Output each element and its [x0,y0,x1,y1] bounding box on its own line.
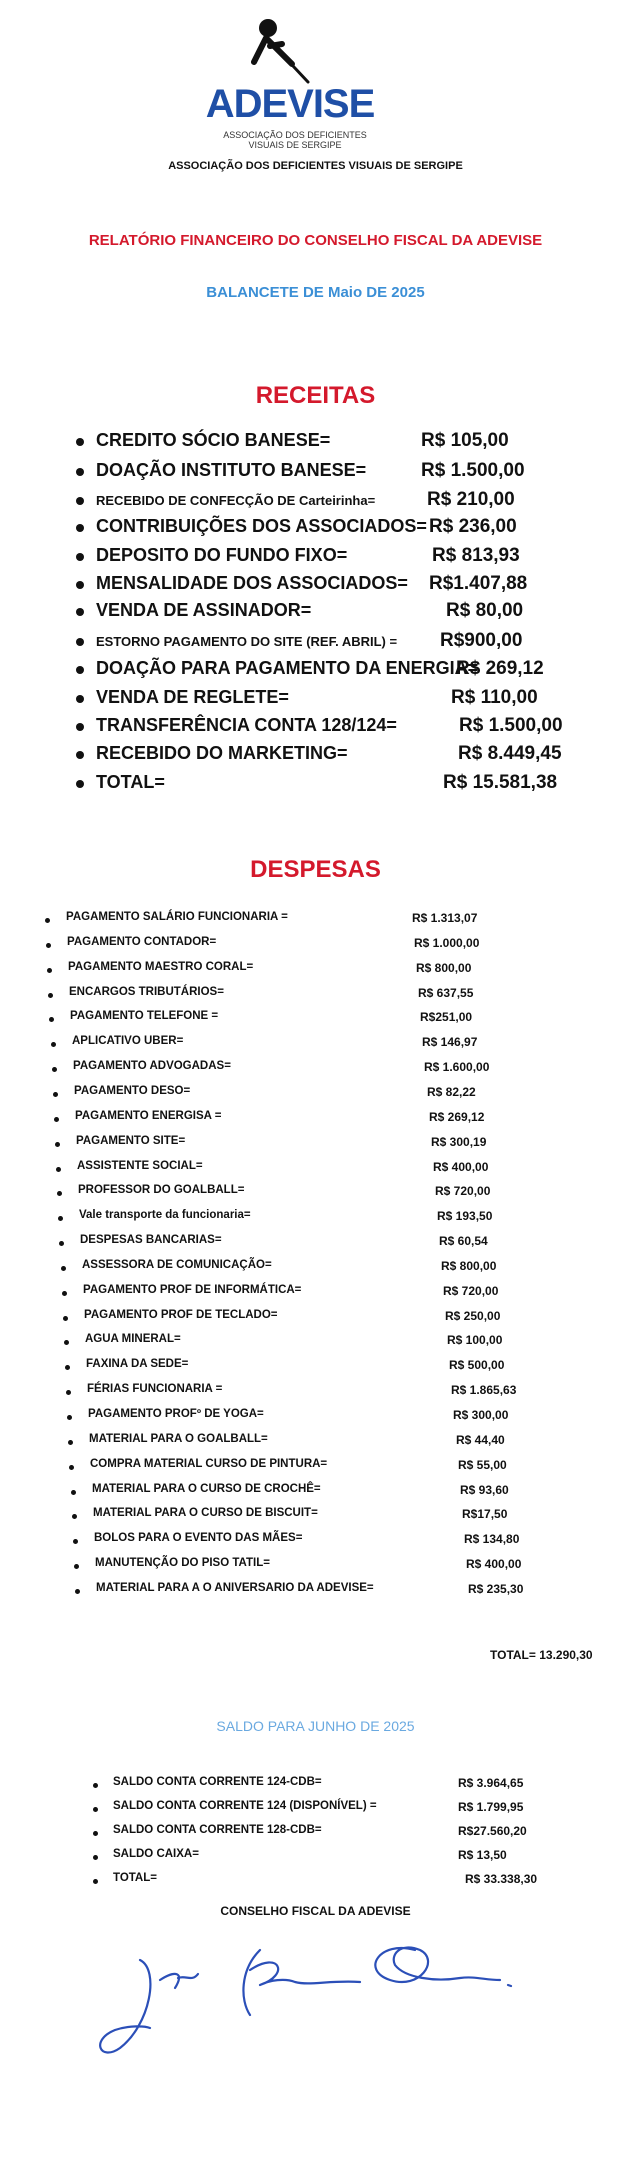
receita-item-label: RECEBIDO DE CONFECÇÃO DE Carteirinha= [96,493,376,508]
despesa-item-label: PAGAMENTO ADVOGADAS= [73,1060,231,1072]
receita-item-value: R$ 8.449,45 [458,743,562,764]
despesa-item-label: PAGAMENTO DESO= [74,1085,191,1097]
bullet-icon [76,524,84,532]
bullet-icon [68,1440,73,1445]
despesa-item-label: PAGAMENTO PROF DE TECLADO= [84,1309,278,1321]
bullet-icon [46,943,51,948]
despesa-item [0,1010,631,1030]
receita-item-label: TOTAL= [96,772,165,792]
despesa-item-label: PAGAMENTO SITE= [76,1135,186,1147]
saldo-item [0,1848,631,1868]
despesa-item-label: ASSESSORA DE COMUNICAÇÃO= [82,1259,272,1271]
logo-subtitle-line1: ASSOCIAÇÃO DOS DEFICIENTES [223,130,367,140]
receita-item-label: VENDA DE ASSINADOR= [96,600,312,620]
despesa-item [0,1259,631,1279]
receita-item-value: R$ 110,00 [451,687,538,708]
despesa-item [0,1209,631,1229]
despesa-item-value: R$ 235,30 [468,1582,524,1596]
despesa-item-label: ASSISTENTE SOCIAL= [77,1160,203,1172]
despesa-item-label: MATERIAL PARA A O ANIVERSARIO DA ADEVISE= [96,1582,374,1594]
adevise-logo-figure-icon [242,16,322,86]
despesa-item [0,1532,631,1552]
receita-item [0,489,631,515]
bullet-icon [75,1589,80,1594]
bullet-icon [51,1042,56,1047]
bullet-icon [71,1490,76,1495]
despesa-item [0,1309,631,1329]
receita-item [0,430,631,456]
bullet-icon [61,1266,66,1271]
receita-item-label: DOAÇÃO PARA PAGAMENTO DA ENERGIA= [96,658,479,678]
despesa-item-value: R$ 1.865,63 [451,1383,517,1397]
saldo-item [0,1800,631,1820]
despesa-item-value: R$251,00 [420,1010,473,1024]
despesa-item [0,986,631,1006]
despesa-item-value: R$ 60,54 [439,1234,488,1248]
despesa-item-value: R$ 637,55 [418,986,474,1000]
despesa-item [0,1234,631,1254]
bullet-icon [65,1365,70,1370]
bullet-icon [93,1831,98,1836]
receita-item-value: R$ 1.500,00 [459,715,563,736]
saldo-item-value: R$ 1.799,95 [458,1800,524,1814]
saldo-item-label: TOTAL= [113,1872,157,1884]
receita-item [0,630,631,656]
receita-item [0,772,631,798]
bullet-icon [54,1117,59,1122]
bullet-icon [56,1167,61,1172]
despesa-item-label: PROFESSOR DO GOALBALL= [78,1184,245,1196]
despesa-item [0,1408,631,1428]
despesa-item-label: PAGAMENTO CONTADOR= [67,936,217,948]
bullet-icon [72,1514,77,1519]
bullet-icon [74,1564,79,1569]
despesa-item [0,1060,631,1080]
despesa-item-value: R$ 400,00 [433,1160,489,1174]
bullet-icon [76,723,84,731]
despesa-item-label: MATERIAL PARA O CURSO DE BISCUIT= [93,1507,318,1519]
report-title: RELATÓRIO FINANCEIRO DO CONSELHO FISCAL DA ADEVISE [88,232,543,249]
bullet-icon [76,695,84,703]
receita-item-value: R$ 269,12 [456,658,544,679]
bullet-icon [48,993,53,998]
receita-item [0,743,631,769]
despesa-item-label: MATERIAL PARA O CURSO DE CROCHÊ= [92,1483,321,1495]
receita-item-value: R$ 80,00 [446,600,524,621]
despesa-item-label: DESPESAS BANCARIAS= [80,1234,222,1246]
bullet-icon [57,1191,62,1196]
despesa-item [0,1383,631,1403]
despesa-item-label: PAGAMENTO SALÁRIO FUNCIONARIA = [66,911,288,923]
receita-item-label: RECEBIDO DO MARKETING= [96,743,348,763]
receita-item-value: R$ 105,00 [421,430,509,451]
despesa-item-value: R$ 300,19 [431,1135,487,1149]
despesa-item [0,1507,631,1527]
saldo-heading: SALDO PARA JUNHO DE 2025 [216,1718,415,1734]
receita-item [0,516,631,542]
signature-caption: CONSELHO FISCAL DA ADEVISE [220,1904,411,1918]
balance-title: BALANCETE DE Maio DE 2025 [206,284,425,301]
saldo-item-value: R$27.560,20 [458,1824,527,1838]
bullet-icon [73,1539,78,1544]
despesa-item-value: R$ 800,00 [416,961,472,975]
despesa-item-value: R$ 500,00 [449,1358,505,1372]
receita-item-value: R$1.407,88 [429,573,528,594]
bullet-icon [52,1067,57,1072]
receita-item-label: VENDA DE REGLETE= [96,687,289,707]
despesa-item-value: R$ 300,00 [453,1408,509,1422]
receita-item [0,545,631,571]
despesa-item-value: R$ 720,00 [435,1184,491,1198]
bullet-icon [76,608,84,616]
despesa-item-label: ENCARGOS TRIBUTÁRIOS= [69,986,224,998]
receita-item [0,687,631,713]
saldo-item-value: R$ 33.338,30 [465,1872,538,1886]
despesa-item-value: R$ 55,00 [458,1458,507,1472]
despesa-item [0,1110,631,1130]
saldo-item-label: SALDO CONTA CORRENTE 128-CDB= [113,1824,322,1836]
despesas-total: TOTAL= 13.290,30 [490,1648,593,1662]
despesa-item [0,1557,631,1577]
receita-item-label: TRANSFERÊNCIA CONTA 128/124= [96,715,397,735]
despesa-item-label: COMPRA MATERIAL CURSO DE PINTURA= [90,1458,328,1470]
bullet-icon [67,1415,72,1420]
despesa-item-value: R$ 146,97 [422,1035,478,1049]
bullet-icon [76,553,84,561]
bullet-icon [55,1142,60,1147]
despesa-item-label: BOLOS PARA O EVENTO DAS MÃES= [94,1532,303,1544]
despesa-item-label: AGUA MINERAL= [85,1333,181,1345]
bullet-icon [76,780,84,788]
despesa-item-value: R$17,50 [462,1507,508,1521]
bullet-icon [76,468,84,476]
bullet-icon [49,1017,54,1022]
despesa-item-value: R$ 100,00 [447,1333,503,1347]
despesa-item [0,1333,631,1353]
saldo-item-value: R$ 3.964,65 [458,1776,524,1790]
logo-subtitle-line2: VISUAIS DE SERGIPE [248,140,342,150]
despesa-item-label: Vale transporte da funcionaria= [79,1209,251,1221]
receita-item [0,658,631,684]
receita-item [0,460,631,486]
despesa-item-value: R$ 134,80 [464,1532,520,1546]
association-name: ASSOCIAÇÃO DOS DEFICIENTES VISUAIS DE SERGIPE [168,160,463,172]
bullet-icon [93,1807,98,1812]
despesa-item-value: R$ 400,00 [466,1557,522,1571]
despesa-item-value: R$ 1.000,00 [414,936,480,950]
despesa-item-label: PAGAMENTO ENERGISA = [75,1110,222,1122]
despesa-item-value: R$ 44,40 [456,1433,505,1447]
despesa-item-label: PAGAMENTO PROF DE INFORMÁTICA= [83,1284,302,1296]
despesa-item-value: R$ 269,12 [429,1110,485,1124]
despesa-item [0,1433,631,1453]
receita-item-value: R$ 210,00 [427,489,515,510]
despesa-item-label: APLICATIVO UBER= [72,1035,184,1047]
despesas-heading: DESPESAS [250,856,381,883]
bullet-icon [93,1855,98,1860]
despesa-item-label: PAGAMENTO TELEFONE = [70,1010,219,1022]
receita-item-value: R$ 1.500,00 [421,460,525,481]
saldo-item-value: R$ 13,50 [458,1848,507,1862]
receita-item-label: CREDITO SÓCIO BANESE= [96,430,331,450]
despesa-item [0,1483,631,1503]
despesa-item [0,1035,631,1055]
bullet-icon [59,1241,64,1246]
receita-item [0,573,631,599]
despesa-item-value: R$ 93,60 [460,1483,509,1497]
despesa-item-value: R$ 800,00 [441,1259,497,1273]
saldo-item [0,1824,631,1844]
receita-item-label: ESTORNO PAGAMENTO DO SITE (REF. ABRIL) = [96,634,398,649]
despesa-item-value: R$ 193,50 [437,1209,493,1223]
receita-item-label: DOAÇÃO INSTITUTO BANESE= [96,460,367,480]
despesa-item-label: FAXINA DA SEDE= [86,1358,189,1370]
receita-item-label: MENSALIDADE DOS ASSOCIADOS= [96,573,408,593]
receita-item-value: R$ 15.581,38 [443,772,558,793]
despesa-item-value: R$ 1.600,00 [424,1060,490,1074]
receita-item [0,715,631,741]
despesa-item [0,1284,631,1304]
bullet-icon [66,1390,71,1395]
despesa-item [0,1582,631,1602]
despesa-item-label: MATERIAL PARA O GOALBALL= [89,1433,268,1445]
despesa-item-value: R$ 250,00 [445,1309,501,1323]
despesa-item-value: R$ 82,22 [427,1085,476,1099]
despesa-item [0,1160,631,1180]
saldo-item [0,1776,631,1796]
handwritten-signature-icon [90,1930,570,2080]
saldo-item-label: SALDO CONTA CORRENTE 124-CDB= [113,1776,322,1788]
bullet-icon [76,666,84,674]
receita-item-value: R$ 236,00 [429,516,517,537]
receita-item-label: DEPOSITO DO FUNDO FIXO= [96,545,348,565]
saldo-item-label: SALDO CONTA CORRENTE 124 (DISPONÍVEL) = [113,1800,377,1812]
receita-item-value: R$900,00 [440,630,523,651]
receita-item-value: R$ 813,93 [432,545,520,566]
bullet-icon [76,581,84,589]
despesa-item-label: MANUTENÇÃO DO PISO TATIL= [95,1557,270,1569]
logo-wordmark: ADEVISE [205,82,375,126]
bullet-icon [47,968,52,973]
receitas-heading: RECEITAS [255,382,376,409]
bullet-icon [69,1465,74,1470]
despesa-item-label: PAGAMENTO MAESTRO CORAL= [68,961,254,973]
bullet-icon [64,1340,69,1345]
despesa-item [0,911,631,931]
bullet-icon [63,1316,68,1321]
saldo-item [0,1872,631,1892]
despesa-item-value: R$ 1.313,07 [412,911,478,925]
bullet-icon [58,1216,63,1221]
bullet-icon [45,918,50,923]
bullet-icon [53,1092,58,1097]
bullet-icon [62,1291,67,1296]
despesa-item-value: R$ 720,00 [443,1284,499,1298]
bullet-icon [76,751,84,759]
bullet-icon [76,438,84,446]
despesa-item [0,1184,631,1204]
bullet-icon [76,638,84,646]
despesa-item-label: PAGAMENTO PROFº DE YOGA= [88,1408,264,1420]
bullet-icon [76,497,84,505]
despesa-item [0,1085,631,1105]
despesa-item-label: FÉRIAS FUNCIONARIA = [87,1383,223,1395]
receita-item [0,600,631,626]
receita-item-label: CONTRIBUIÇÕES DOS ASSOCIADOS= [96,516,427,536]
despesa-item [0,1458,631,1478]
bullet-icon [93,1879,98,1884]
despesa-item [0,1358,631,1378]
despesa-item [0,1135,631,1155]
despesa-item [0,936,631,956]
saldo-item-label: SALDO CAIXA= [113,1848,199,1860]
bullet-icon [93,1783,98,1788]
despesa-item [0,961,631,981]
